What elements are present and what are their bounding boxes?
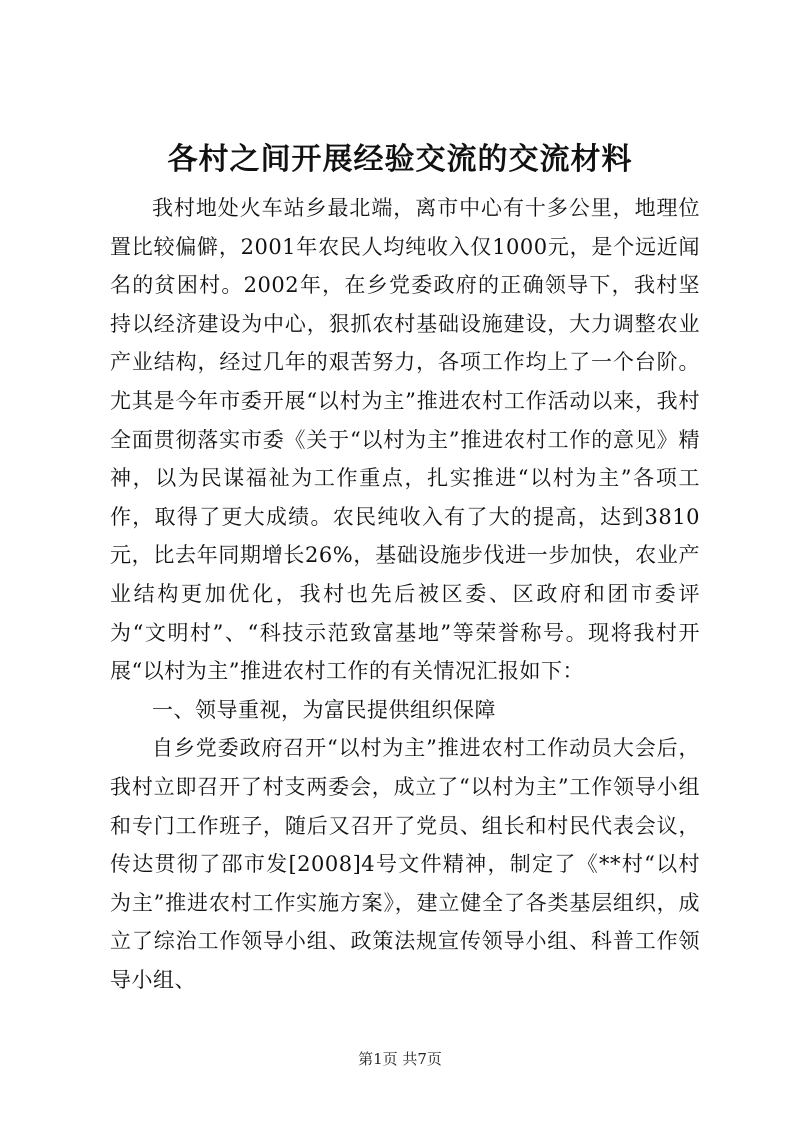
page-footer: 第1页 共7页	[358, 1050, 442, 1068]
document-body	[110, 189, 700, 999]
section-heading: 一、领导重视，为富民提供组织保障	[152, 697, 496, 722]
document-title: 各村之间开展经验交流的交流材料	[167, 142, 633, 177]
paragraph-intro: 我村地处火车站乡最北端，离市中心有十多公里，地理位置比较偏僻，2001年农民人均纯收入仅1000元，是个远近闻名的贫困村。2002年，在乡党委政府的正确领导下，我村坚持以经济建设为中心，狠抓农村基础设施建设，大力调整农业产业结构，经过几年的艰苦努力，各项工作均上了一个台阶。尤其是今年市委开展“以村为主”推进农村工作活动以来，我村全面贯彻落实市委《关于“以村为主”推进农村工作的意见》精神，以为民谋福祉为工作重点，扎实推进“以村为主”各项工作，取得了更大成绩。农民纯收入有了大的提高，达到3810元，比去年同期增长26%，基础设施步伐进一步加快，农业产业结构更加优化，我村也先后被区委、区政府和团市委评为“文明村”、“科技示范致富基地”等荣誉称号。现将我村开展“以村为主”推进农村工作的有关情况汇报如下：	[110, 196, 700, 684]
paragraph-organization: 自乡党委政府召开“以村为主”推进农村工作动员大会后，我村立即召开了村支两委会，成立了“以村为主”工作领导小组和专门工作班子，随后又召开了党员、组长和村民代表会议，传达贯彻了邵市发[2008]4号文件精神，制定了《**村“以村为主”推进农村工作实施方案》，建立健全了各类基层组织，成立了综治工作领导小组、政策法规宣传领导小组、科普工作领导小组、	[110, 736, 700, 992]
